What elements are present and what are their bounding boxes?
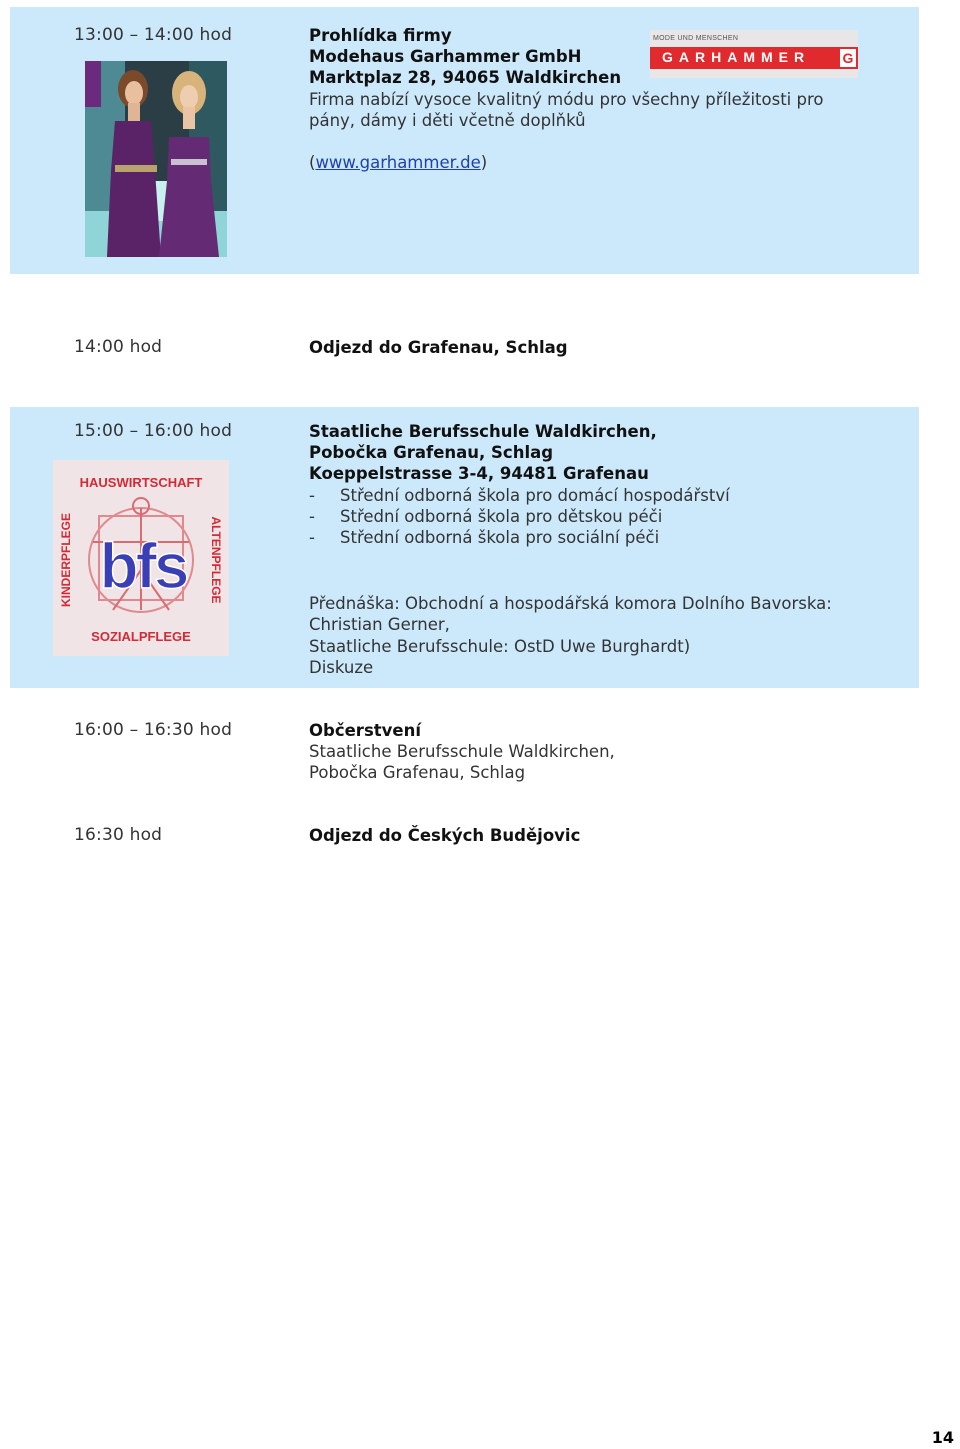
logo-bottom-text: SOZIALPFLEGE: [91, 629, 191, 644]
visit-title: Prohlídka firmy: [309, 26, 452, 45]
school-name: Staatliche Berufsschule Waldkirchen,: [309, 422, 657, 441]
school-address: Koeppelstrasse 3-4, 94481 Grafenau: [309, 464, 649, 484]
refreshment-location: Pobočka Grafenau, Schlag: [309, 763, 526, 783]
logo-g-icon: G: [840, 49, 856, 67]
refreshment-location: Staatliche Berufsschule Waldkirchen,: [309, 742, 615, 762]
time-label: 15:00 – 16:00 hod: [74, 421, 233, 441]
bfs-logo: [53, 460, 229, 656]
logo-top-text: HAUSWIRTSCHAFT: [79, 475, 203, 490]
logo-right-text: ALTENPFLEGE: [209, 516, 223, 604]
time-label: 16:00 – 16:30 hod: [74, 720, 233, 740]
page-number: 14: [931, 1428, 954, 1447]
time-label: 14:00 hod: [74, 337, 163, 357]
lecture-line: Staatliche Berufsschule: OstD Uwe Burghardt): [309, 636, 691, 656]
website-line: (www.garhammer.de): [309, 153, 488, 173]
description-line: pány, dámy i děti včetně doplňků: [309, 110, 586, 130]
time-label: 16:30 hod: [74, 825, 163, 845]
company-name: Modehaus Garhammer GmbH: [309, 47, 582, 67]
logo-center-text: bfs: [99, 530, 187, 602]
visit-details: [309, 25, 824, 173]
school-list-item: - Střední odborná škola pro domácí hospodářství: [309, 485, 730, 505]
logo-left-text: KINDERPFLEGE: [59, 512, 73, 608]
school-branch: Pobočka Grafenau, Schlag: [309, 443, 554, 463]
description-line: Firma nabízí vysoce kvalitný módu pro všechny příležitosti pro: [309, 89, 824, 109]
school-list-item: - Střední odborná škola pro dětskou péči: [309, 506, 663, 526]
time-label: 13:00 – 14:00 hod: [74, 25, 233, 45]
logo-tagline: MODE UND MENSCHEN: [653, 35, 739, 42]
lecture-line: Přednáška: Obchodní a hospodářská komora Dolního Bavorska:: [309, 594, 832, 614]
company-address: Marktplaz 28, 94065 Waldkirchen: [309, 68, 622, 88]
fashion-models-photo: [85, 61, 227, 257]
refreshment-title: Občerstvení: [309, 721, 422, 740]
school-list-item: - Střední odborná škola pro sociální péči: [309, 528, 660, 548]
school-details: [309, 421, 832, 678]
lecture-line: Christian Gerner,: [309, 615, 450, 635]
lecture-line: Diskuze: [309, 657, 374, 677]
logo-wordmark: GARHAMMER: [662, 49, 811, 65]
website-link[interactable]: www.garhammer.de: [315, 153, 481, 173]
departure-title: Odjezd do Grafenau, Schlag: [309, 338, 568, 357]
return-title: Odjezd do Českých Budějovic: [309, 826, 581, 845]
refreshment-details: [309, 720, 615, 784]
